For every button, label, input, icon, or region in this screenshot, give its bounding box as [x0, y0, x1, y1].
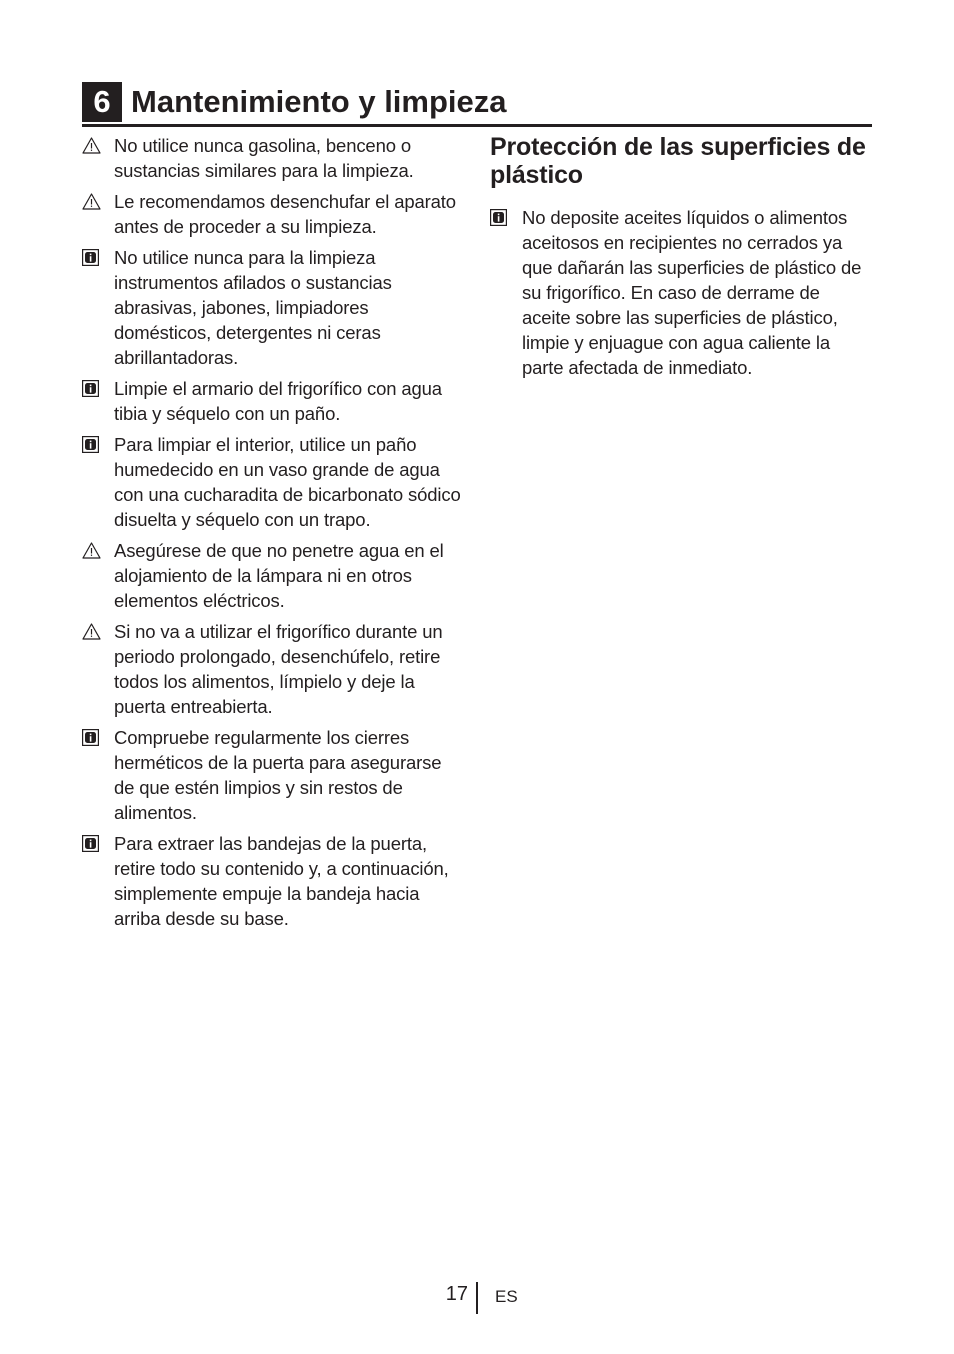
warning-icon: [82, 538, 114, 563]
page-footer: [0, 1280, 954, 1320]
left-column: [82, 133, 462, 937]
chapter-number-badge: 6: [82, 82, 122, 122]
list-item-text: Para limpiar el interior, utilice un paño humedecido en un vaso grande de agua con una cucharadita de bicarbonato sódico disuelta y séquelo con un trapo.: [114, 434, 461, 530]
language-code: ES: [495, 1287, 518, 1306]
list-item: [82, 619, 462, 719]
list-item-text: No deposite aceites líquidos o alimentos aceitosos en recipientes no cerrados ya que dañarán las superficies de plástico de su frigorífico. En caso de derrame de aceite sobre las superficies de plástico, limpie y enjuague con agua caliente la parte afectada de inmediato.: [522, 207, 862, 378]
info-icon: [490, 205, 522, 230]
right-column: [490, 133, 870, 386]
info-icon: [82, 831, 114, 856]
list-item: [490, 205, 870, 380]
warning-icon: [82, 619, 114, 644]
page-number: 17: [445, 1283, 468, 1305]
list-item: [82, 831, 462, 931]
list-item-text: No utilice nunca para la limpieza instrumentos afilados o sustancias abrasivas, jabones, limpiadores domésticos, detergentes ni ceras abrillantadoras.: [114, 247, 392, 368]
info-icon: [82, 432, 114, 457]
list-item-text: No utilice nunca gasolina, benceno o sustancias similares para la limpieza.: [114, 135, 414, 181]
list-item-text: Si no va a utilizar el frigorífico durante un periodo prolongado, desenchúfelo, retire todos los alimentos, límpielo y deje la puerta entreabierta.: [114, 621, 443, 717]
list-item: [82, 245, 462, 370]
list-item: [82, 725, 462, 825]
warning-icon: [82, 133, 114, 158]
list-item: [82, 432, 462, 532]
list-item: [82, 133, 462, 183]
section-heading: Protección de las superficies de plástico: [490, 133, 866, 189]
list-item-text: Asegúrese de que no penetre agua en el alojamiento de la lámpara ni en otros elementos eléctricos.: [114, 540, 444, 611]
info-icon: [82, 376, 114, 401]
warning-icon: [82, 189, 114, 214]
list-item: [82, 538, 462, 613]
list-item-text: Limpie el armario del frigorífico con agua tibia y séquelo con un paño.: [114, 378, 442, 424]
chapter-title: Mantenimiento y limpieza: [131, 84, 507, 119]
list-item-text: Compruebe regularmente los cierres herméticos de la puerta para asegurarse de que estén limpios y sin restos de alimentos.: [114, 727, 442, 823]
info-icon: [82, 725, 114, 750]
list-item: [82, 189, 462, 239]
chapter-header: [82, 82, 872, 127]
footer-divider: [476, 1282, 478, 1314]
list-item-text: Le recomendamos desenchufar el aparato antes de proceder a su limpieza.: [114, 191, 456, 237]
list-item-text: Para extraer las bandejas de la puerta, retire todo su contenido y, a continuación, simplemente empuje la bandeja hacia arriba desde su base.: [114, 833, 449, 929]
info-icon: [82, 245, 114, 270]
list-item: [82, 376, 462, 426]
